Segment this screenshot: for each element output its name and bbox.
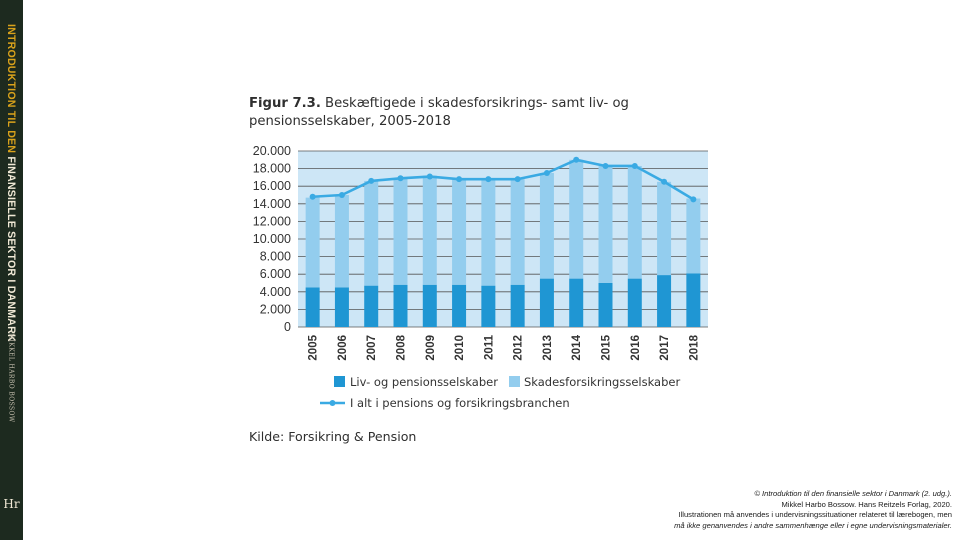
bar-liv-2016 [628, 279, 642, 327]
bar-liv-2006 [335, 287, 349, 327]
y-tick-label: 2.000 [259, 302, 291, 317]
bar-skade-2007 [364, 181, 378, 286]
x-tick-label: 2015 [600, 335, 613, 361]
total-point-2015 [603, 163, 609, 169]
bar-liv-2009 [423, 285, 437, 327]
figure-title-text: Beskæftigede i skadesforsikrings- samt liv- og pensionsselskaber, 2005-2018 [249, 96, 629, 129]
total-point-2010 [456, 176, 462, 182]
y-tick-label: 18.000 [252, 161, 291, 176]
y-tick-label: 16.000 [252, 179, 291, 194]
total-point-2018 [690, 196, 696, 202]
bar-skade-2017 [657, 182, 671, 275]
copyright-line-1: © Introduktion til den finansielle sektor i Danmark (2. udg.). [754, 489, 952, 498]
figure-source: Kilde: Forsikring & Pension [249, 429, 417, 444]
x-tick-label: 2005 [307, 335, 320, 361]
bar-liv-2018 [686, 273, 700, 327]
total-point-2017 [661, 179, 667, 185]
bar-skade-2005 [306, 198, 320, 288]
copyright-line-3: Illustrationen må anvendes i undervisningssituationer relateret til lærebogen, men [678, 510, 952, 520]
bar-liv-2005 [306, 287, 320, 327]
x-tick-label: 2011 [483, 335, 496, 360]
x-tick-label: 2014 [571, 335, 584, 361]
bar-liv-2017 [657, 275, 671, 327]
x-tick-label: 2010 [454, 335, 467, 361]
bar-skade-2018 [686, 199, 700, 274]
bar-liv-2014 [569, 279, 583, 327]
publisher-logo: Hr [3, 497, 20, 511]
y-tick-label: 0 [284, 320, 291, 334]
y-tick-label: 6.000 [259, 267, 291, 282]
x-tick-label: 2006 [336, 335, 349, 361]
bar-skade-2009 [423, 176, 437, 285]
legend-label-total: I alt i pensions og forsikringsbranchen [350, 396, 570, 410]
x-tick-label: 2013 [541, 335, 554, 361]
bar-liv-2011 [481, 286, 495, 327]
total-point-2012 [515, 176, 521, 182]
total-point-2008 [398, 175, 404, 181]
y-tick-label: 4.000 [259, 284, 291, 299]
spine-title-part2: FINANSIELLE SEKTOR I DANMARK [5, 156, 17, 342]
bar-skade-2010 [452, 179, 466, 285]
total-point-2013 [544, 170, 550, 176]
spine-author: MIKKEL HARBO BOSSOW [7, 333, 15, 423]
x-tick-label: 2018 [688, 335, 701, 361]
x-tick-label: 2016 [629, 335, 642, 361]
bar-skade-2015 [599, 166, 613, 283]
bar-liv-2012 [511, 285, 525, 327]
bar-skade-2012 [511, 179, 525, 285]
copyright-line-4: må ikke genanvendes i andre sammenhænge eller i egne undervisningsmaterialer. [674, 521, 952, 531]
total-point-2009 [427, 174, 433, 180]
total-point-2007 [368, 178, 374, 184]
bar-liv-2015 [599, 283, 613, 327]
x-tick-label: 2007 [366, 335, 379, 361]
bar-liv-2013 [540, 279, 554, 327]
bar-skade-2006 [335, 195, 349, 287]
y-tick-label: 12.000 [252, 214, 291, 229]
spine-title-part1: INTRODUKTION TIL DEN [5, 24, 17, 154]
bar-liv-2010 [452, 285, 466, 327]
legend-marker-total [330, 400, 336, 406]
figure-label: Figur 7.3. [249, 96, 321, 111]
x-tick-label: 2009 [424, 335, 437, 361]
x-tick-label: 2012 [512, 335, 525, 361]
bar-liv-2008 [394, 285, 408, 327]
total-point-2011 [485, 176, 491, 182]
bar-skade-2013 [540, 173, 554, 279]
x-tick-label: 2008 [395, 335, 408, 361]
legend-swatch-liv [334, 376, 345, 387]
bar-liv-2007 [364, 286, 378, 327]
x-tick-label: 2017 [659, 335, 672, 361]
y-tick-label: 20.000 [252, 144, 291, 158]
total-point-2005 [310, 194, 316, 200]
y-tick-label: 14.000 [252, 196, 291, 211]
bar-skade-2014 [569, 160, 583, 279]
total-point-2016 [632, 163, 638, 169]
copyright-line-2: Mikkel Harbo Bossow. Hans Reitzels Forlag, 2020. [781, 499, 952, 509]
legend-label-liv: Liv- og pensionsselskaber [350, 375, 498, 389]
bar-skade-2008 [394, 178, 408, 284]
y-tick-label: 8.000 [259, 249, 291, 264]
copyright-notice [592, 489, 952, 532]
bar-skade-2011 [481, 179, 495, 285]
y-tick-label: 10.000 [252, 232, 291, 246]
total-point-2006 [339, 192, 345, 198]
total-point-2014 [573, 157, 579, 163]
bar-skade-2016 [628, 166, 642, 279]
legend-label-skade: Skadesforsikringsselskaber [524, 375, 681, 389]
legend-swatch-skade [509, 376, 520, 387]
